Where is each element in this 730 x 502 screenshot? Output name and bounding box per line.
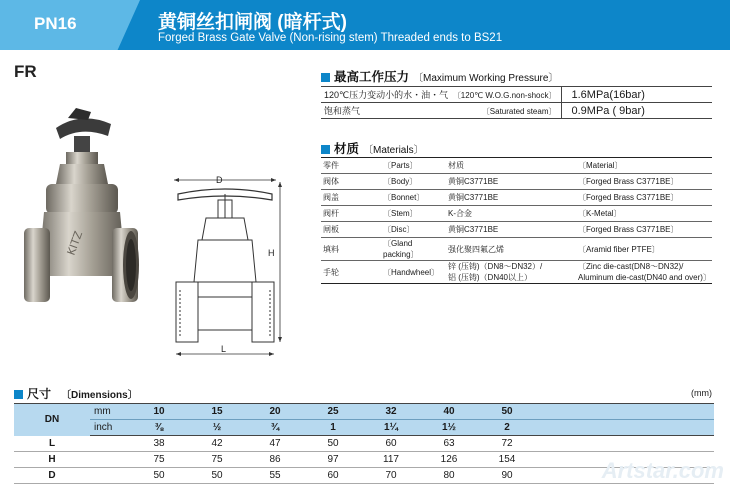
dimensions-mm-row: DN mm 10 15 20 25 32 40 50 xyxy=(14,404,714,420)
pressure-table xyxy=(321,86,712,119)
materials-row: 阀体 〔Body〕 黄铜C3771BE 〔Forged Brass C3771BE〕 xyxy=(321,174,712,190)
materials-row: 手轮 〔Handwheel〕 锌 (压铸)（DN8～DN32）/ 铝 (压铸)（DN40以上） 〔Zinc die-cast(DN8～DN32)/ Aluminum die-cast(DN40 and over)〕 xyxy=(323,262,711,282)
materials-row: 闸板 〔Disc〕 黄铜C3771BE 〔Forged Brass C3771BE〕 xyxy=(321,222,712,238)
materials-section-heading: 材质 〔Materials〕 xyxy=(321,139,424,157)
dimensions-section-heading: 尺寸 〔Dimensions〕 xyxy=(14,385,138,402)
unit-note: (mm) xyxy=(691,388,712,398)
pressure-row: 120℃压力变动小的水・油・气 〔120℃ W.O.G.non-shock〕 1.6MPa(16bar) xyxy=(321,87,712,103)
page-title-en: Forged Brass Gate Valve (Non-rising stem) Threaded ends to BS21 xyxy=(158,32,503,44)
pressure-row: 饱和蒸气 〔Saturated steam〕 0.9MPa ( 9bar) xyxy=(321,103,712,119)
materials-row: 阀杆 〔Stem〕 K-合金 〔K-Metal〕 xyxy=(321,206,712,222)
pressure-rating-code: PN16 xyxy=(34,14,77,33)
header-banner xyxy=(0,0,730,50)
dn-header: DN xyxy=(14,404,90,436)
drawing-label-d: D xyxy=(216,175,223,185)
section-marker-icon xyxy=(321,73,330,82)
pressure-section-heading: 最高工作压力 〔Maximum Working Pressure〕 xyxy=(321,67,558,85)
section-marker-icon xyxy=(321,145,330,154)
dimension-row-d: D 50 50 55 60 70 80 90 xyxy=(14,468,714,484)
page-title-cn: 黄铜丝扣闸阀 (暗杆式) xyxy=(158,12,347,33)
materials-header-row: 零件 〔Parts〕 材质 〔Material〕 xyxy=(321,158,712,174)
materials-row: 填料 〔Gland packing〕 强化聚四氟乙烯 〔Aramid fiber PTFE〕 xyxy=(321,238,712,261)
valve-photo xyxy=(16,106,146,318)
materials-row: 阀盖 〔Bonnet〕 黄铜C3771BE 〔Forged Brass C3771BE〕 xyxy=(321,190,712,206)
svg-text:KITZ: KITZ xyxy=(64,229,86,258)
dimension-row-l: L 38 42 47 50 60 63 72 xyxy=(14,436,714,452)
dimensions-inch-row: inch ⅜ ½ ¾ 1 1¼ 1½ 2 xyxy=(14,420,714,436)
drawing-label-h: H xyxy=(268,248,275,258)
dimension-row-h: H 75 75 86 97 117 126 154 xyxy=(14,452,714,468)
drawing-label-l: L xyxy=(221,344,227,354)
watermark: Artstar.com xyxy=(601,458,724,483)
valve-drawing xyxy=(168,172,286,362)
materials-table xyxy=(321,157,712,284)
section-marker-icon xyxy=(14,390,23,399)
model-label: FR xyxy=(14,62,37,81)
